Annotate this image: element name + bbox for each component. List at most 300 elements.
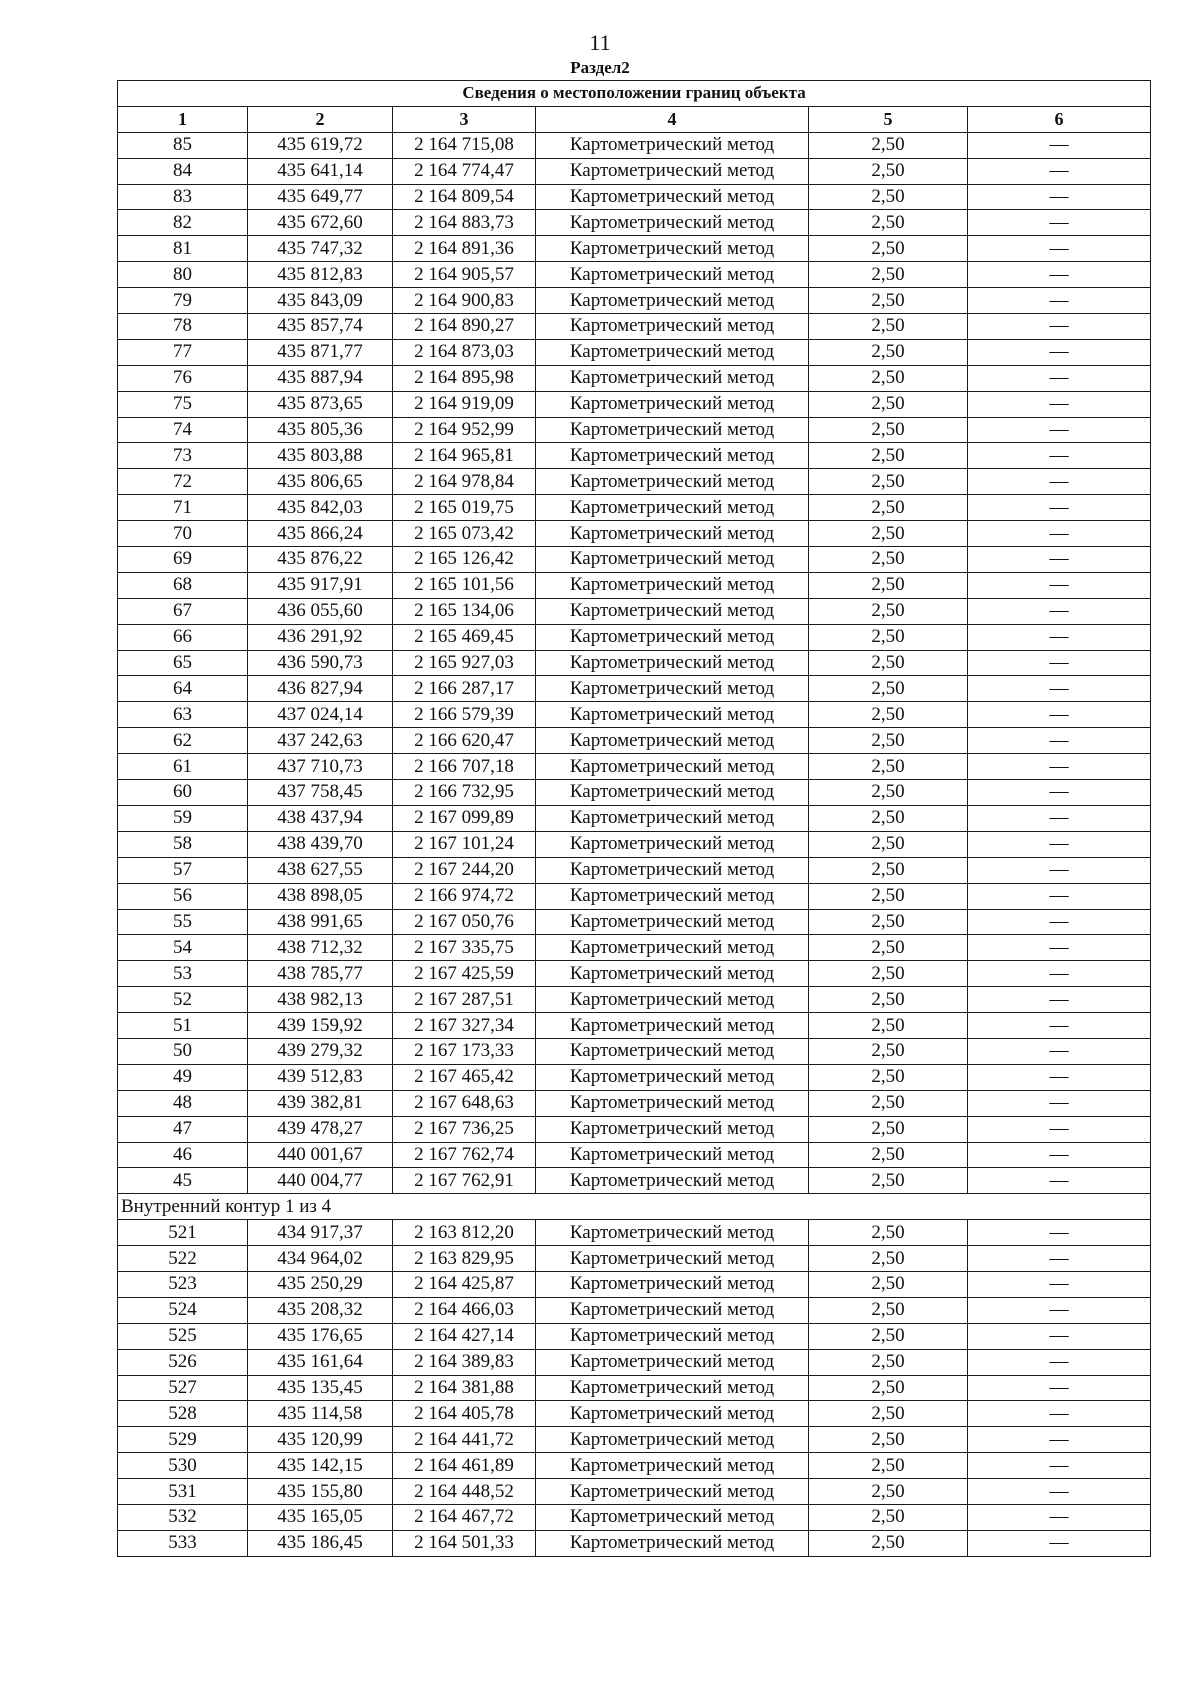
method-cell: Картометрический метод	[536, 1013, 809, 1039]
precision-cell: 2,50	[809, 624, 968, 650]
method-cell: Картометрический метод	[536, 1453, 809, 1479]
y-coordinate-cell: 2 166 732,95	[393, 780, 536, 806]
table-row	[118, 909, 1151, 935]
x-coordinate-cell: 439 478,27	[248, 1116, 393, 1142]
x-coordinate-cell: 437 710,73	[248, 754, 393, 780]
method-cell: Картометрический метод	[536, 650, 809, 676]
x-coordinate-cell: 438 991,65	[248, 909, 393, 935]
note-cell: —	[968, 805, 1151, 831]
table-row	[118, 702, 1151, 728]
column-header-row	[118, 106, 1151, 132]
y-coordinate-cell: 2 167 762,74	[393, 1142, 536, 1168]
point-number-cell: 63	[118, 702, 248, 728]
note-cell: —	[968, 1090, 1151, 1116]
method-cell: Картометрический метод	[536, 1142, 809, 1168]
x-coordinate-cell: 438 627,55	[248, 857, 393, 883]
precision-cell: 2,50	[809, 1530, 968, 1556]
note-cell: —	[968, 702, 1151, 728]
method-cell: Картометрический метод	[536, 935, 809, 961]
note-cell: —	[968, 961, 1151, 987]
y-coordinate-cell: 2 167 287,51	[393, 987, 536, 1013]
method-cell: Картометрический метод	[536, 857, 809, 883]
method-cell: Картометрический метод	[536, 598, 809, 624]
method-cell: Картометрический метод	[536, 1297, 809, 1323]
point-number-cell: 68	[118, 572, 248, 598]
point-number-cell: 84	[118, 158, 248, 184]
x-coordinate-cell: 435 805,36	[248, 417, 393, 443]
note-cell: —	[968, 365, 1151, 391]
note-cell: —	[968, 1504, 1151, 1530]
method-cell: Картометрический метод	[536, 624, 809, 650]
note-cell: —	[968, 443, 1151, 469]
precision-cell: 2,50	[809, 417, 968, 443]
precision-cell: 2,50	[809, 236, 968, 262]
method-cell: Картометрический метод	[536, 1323, 809, 1349]
y-coordinate-cell: 2 163 812,20	[393, 1220, 536, 1246]
point-number-cell: 75	[118, 391, 248, 417]
x-coordinate-cell: 435 142,15	[248, 1453, 393, 1479]
method-cell: Картометрический метод	[536, 831, 809, 857]
point-number-cell: 46	[118, 1142, 248, 1168]
precision-cell: 2,50	[809, 805, 968, 831]
point-number-cell: 51	[118, 1013, 248, 1039]
x-coordinate-cell: 435 250,29	[248, 1271, 393, 1297]
x-coordinate-cell: 438 982,13	[248, 987, 393, 1013]
note-cell: —	[968, 1375, 1151, 1401]
y-coordinate-cell: 2 163 829,95	[393, 1246, 536, 1272]
x-coordinate-cell: 440 001,67	[248, 1142, 393, 1168]
x-coordinate-cell: 438 439,70	[248, 831, 393, 857]
method-cell: Картометрический метод	[536, 391, 809, 417]
precision-cell: 2,50	[809, 598, 968, 624]
note-cell: —	[968, 521, 1151, 547]
x-coordinate-cell: 439 159,92	[248, 1013, 393, 1039]
x-coordinate-cell: 437 024,14	[248, 702, 393, 728]
x-coordinate-cell: 435 672,60	[248, 210, 393, 236]
column-header: 6	[968, 106, 1151, 132]
method-cell: Картометрический метод	[536, 728, 809, 754]
note-cell: —	[968, 598, 1151, 624]
x-coordinate-cell: 435 135,45	[248, 1375, 393, 1401]
note-cell: —	[968, 624, 1151, 650]
table-row	[118, 1453, 1151, 1479]
method-cell: Картометрический метод	[536, 780, 809, 806]
precision-cell: 2,50	[809, 1375, 968, 1401]
note-cell: —	[968, 1116, 1151, 1142]
column-header: 1	[118, 106, 248, 132]
precision-cell: 2,50	[809, 339, 968, 365]
table-row	[118, 443, 1151, 469]
note-cell: —	[968, 650, 1151, 676]
note-cell: —	[968, 1479, 1151, 1505]
point-number-cell: 55	[118, 909, 248, 935]
precision-cell: 2,50	[809, 1220, 968, 1246]
note-cell: —	[968, 1271, 1151, 1297]
point-number-cell: 523	[118, 1271, 248, 1297]
table-row	[118, 1504, 1151, 1530]
y-coordinate-cell: 2 164 448,52	[393, 1479, 536, 1505]
y-coordinate-cell: 2 166 620,47	[393, 728, 536, 754]
point-number-cell: 72	[118, 469, 248, 495]
x-coordinate-cell: 439 279,32	[248, 1038, 393, 1064]
table-row	[118, 495, 1151, 521]
method-cell: Картометрический метод	[536, 987, 809, 1013]
point-number-cell: 528	[118, 1401, 248, 1427]
y-coordinate-cell: 2 164 774,47	[393, 158, 536, 184]
note-cell: —	[968, 728, 1151, 754]
precision-cell: 2,50	[809, 987, 968, 1013]
y-coordinate-cell: 2 164 389,83	[393, 1349, 536, 1375]
table-row	[118, 831, 1151, 857]
precision-cell: 2,50	[809, 572, 968, 598]
method-cell: Картометрический метод	[536, 314, 809, 340]
method-cell: Картометрический метод	[536, 961, 809, 987]
method-cell: Картометрический метод	[536, 883, 809, 909]
x-coordinate-cell: 436 291,92	[248, 624, 393, 650]
point-number-cell: 50	[118, 1038, 248, 1064]
table-row	[118, 521, 1151, 547]
precision-cell: 2,50	[809, 1142, 968, 1168]
x-coordinate-cell: 435 161,64	[248, 1349, 393, 1375]
x-coordinate-cell: 435 186,45	[248, 1530, 393, 1556]
method-cell: Картометрический метод	[536, 572, 809, 598]
method-cell: Картометрический метод	[536, 1427, 809, 1453]
precision-cell: 2,50	[809, 883, 968, 909]
table-row	[118, 935, 1151, 961]
table-caption-row	[118, 81, 1151, 107]
method-cell: Картометрический метод	[536, 1038, 809, 1064]
precision-cell: 2,50	[809, 754, 968, 780]
precision-cell: 2,50	[809, 210, 968, 236]
precision-cell: 2,50	[809, 909, 968, 935]
precision-cell: 2,50	[809, 1349, 968, 1375]
precision-cell: 2,50	[809, 857, 968, 883]
table-row	[118, 365, 1151, 391]
note-cell: —	[968, 676, 1151, 702]
table-row	[118, 210, 1151, 236]
table-row	[118, 650, 1151, 676]
table-row	[118, 262, 1151, 288]
x-coordinate-cell: 438 785,77	[248, 961, 393, 987]
point-number-cell: 78	[118, 314, 248, 340]
y-coordinate-cell: 2 165 469,45	[393, 624, 536, 650]
precision-cell: 2,50	[809, 676, 968, 702]
method-cell: Картометрический метод	[536, 547, 809, 573]
precision-cell: 2,50	[809, 132, 968, 158]
note-cell: —	[968, 1220, 1151, 1246]
section-title: Раздел2	[570, 58, 630, 77]
table-row	[118, 1297, 1151, 1323]
x-coordinate-cell: 435 917,91	[248, 572, 393, 598]
point-number-cell: 82	[118, 210, 248, 236]
x-coordinate-cell: 439 382,81	[248, 1090, 393, 1116]
y-coordinate-cell: 2 164 381,88	[393, 1375, 536, 1401]
x-coordinate-cell: 434 964,02	[248, 1246, 393, 1272]
x-coordinate-cell: 434 917,37	[248, 1220, 393, 1246]
method-cell: Картометрический метод	[536, 262, 809, 288]
precision-cell: 2,50	[809, 728, 968, 754]
x-coordinate-cell: 438 898,05	[248, 883, 393, 909]
table-row	[118, 339, 1151, 365]
precision-cell: 2,50	[809, 1090, 968, 1116]
y-coordinate-cell: 2 164 715,08	[393, 132, 536, 158]
precision-cell: 2,50	[809, 365, 968, 391]
outer-contour-rows	[118, 132, 1151, 1194]
note-cell: —	[968, 1142, 1151, 1168]
precision-cell: 2,50	[809, 1271, 968, 1297]
table-row	[118, 1349, 1151, 1375]
note-cell: —	[968, 417, 1151, 443]
method-cell: Картометрический метод	[536, 1168, 809, 1194]
precision-cell: 2,50	[809, 1168, 968, 1194]
precision-cell: 2,50	[809, 184, 968, 210]
table-row	[118, 1530, 1151, 1556]
method-cell: Картометрический метод	[536, 1401, 809, 1427]
y-coordinate-cell: 2 166 974,72	[393, 883, 536, 909]
y-coordinate-cell: 2 167 050,76	[393, 909, 536, 935]
y-coordinate-cell: 2 167 099,89	[393, 805, 536, 831]
y-coordinate-cell: 2 164 883,73	[393, 210, 536, 236]
y-coordinate-cell: 2 167 425,59	[393, 961, 536, 987]
x-coordinate-cell: 435 165,05	[248, 1504, 393, 1530]
method-cell: Картометрический метод	[536, 210, 809, 236]
x-coordinate-cell: 438 712,32	[248, 935, 393, 961]
note-cell: —	[968, 1064, 1151, 1090]
table-row	[118, 1116, 1151, 1142]
x-coordinate-cell: 435 641,14	[248, 158, 393, 184]
note-cell: —	[968, 883, 1151, 909]
point-number-cell: 57	[118, 857, 248, 883]
note-cell: —	[968, 1453, 1151, 1479]
table-row	[118, 391, 1151, 417]
precision-cell: 2,50	[809, 1427, 968, 1453]
precision-cell: 2,50	[809, 262, 968, 288]
method-cell: Картометрический метод	[536, 1375, 809, 1401]
y-coordinate-cell: 2 167 465,42	[393, 1064, 536, 1090]
precision-cell: 2,50	[809, 547, 968, 573]
point-number-cell: 71	[118, 495, 248, 521]
precision-cell: 2,50	[809, 1453, 968, 1479]
note-cell: —	[968, 288, 1151, 314]
point-number-cell: 522	[118, 1246, 248, 1272]
inner-contour-label: Внутренний контур 1 из 4	[118, 1194, 1151, 1220]
x-coordinate-cell: 435 812,83	[248, 262, 393, 288]
table-row	[118, 417, 1151, 443]
table-row	[118, 1064, 1151, 1090]
method-cell: Картометрический метод	[536, 1349, 809, 1375]
point-number-cell: 47	[118, 1116, 248, 1142]
method-cell: Картометрический метод	[536, 158, 809, 184]
column-header: 4	[536, 106, 809, 132]
point-number-cell: 61	[118, 754, 248, 780]
y-coordinate-cell: 2 164 466,03	[393, 1297, 536, 1323]
y-coordinate-cell: 2 164 441,72	[393, 1427, 536, 1453]
point-number-cell: 529	[118, 1427, 248, 1453]
point-number-cell: 533	[118, 1530, 248, 1556]
method-cell: Картометрический метод	[536, 1064, 809, 1090]
x-coordinate-cell: 435 155,80	[248, 1479, 393, 1505]
method-cell: Картометрический метод	[536, 1479, 809, 1505]
y-coordinate-cell: 2 164 905,57	[393, 262, 536, 288]
y-coordinate-cell: 2 166 707,18	[393, 754, 536, 780]
note-cell: —	[968, 857, 1151, 883]
table-row	[118, 1479, 1151, 1505]
table-row	[118, 1220, 1151, 1246]
note-cell: —	[968, 1349, 1151, 1375]
table-row	[118, 1013, 1151, 1039]
table-row	[118, 1427, 1151, 1453]
table-row	[118, 547, 1151, 573]
y-coordinate-cell: 2 164 965,81	[393, 443, 536, 469]
method-cell: Картометрический метод	[536, 1220, 809, 1246]
note-cell: —	[968, 935, 1151, 961]
method-cell: Картометрический метод	[536, 1530, 809, 1556]
y-coordinate-cell: 2 164 461,89	[393, 1453, 536, 1479]
precision-cell: 2,50	[809, 831, 968, 857]
method-cell: Картометрический метод	[536, 1246, 809, 1272]
precision-cell: 2,50	[809, 650, 968, 676]
y-coordinate-cell: 2 167 335,75	[393, 935, 536, 961]
precision-cell: 2,50	[809, 314, 968, 340]
method-cell: Картометрический метод	[536, 417, 809, 443]
point-number-cell: 77	[118, 339, 248, 365]
point-number-cell: 58	[118, 831, 248, 857]
method-cell: Картометрический метод	[536, 495, 809, 521]
method-cell: Картометрический метод	[536, 443, 809, 469]
column-header: 2	[248, 106, 393, 132]
note-cell: —	[968, 262, 1151, 288]
y-coordinate-cell: 2 167 327,34	[393, 1013, 536, 1039]
table-row	[118, 469, 1151, 495]
x-coordinate-cell: 435 649,77	[248, 184, 393, 210]
table-row	[118, 1038, 1151, 1064]
point-number-cell: 62	[118, 728, 248, 754]
note-cell: —	[968, 1530, 1151, 1556]
table-row	[118, 754, 1151, 780]
point-number-cell: 80	[118, 262, 248, 288]
x-coordinate-cell: 437 758,45	[248, 780, 393, 806]
table-row	[118, 288, 1151, 314]
x-coordinate-cell: 436 055,60	[248, 598, 393, 624]
point-number-cell: 83	[118, 184, 248, 210]
x-coordinate-cell: 435 866,24	[248, 521, 393, 547]
table-row	[118, 1375, 1151, 1401]
y-coordinate-cell: 2 166 579,39	[393, 702, 536, 728]
boundary-coordinates-table	[117, 80, 1151, 1557]
y-coordinate-cell: 2 164 952,99	[393, 417, 536, 443]
note-cell: —	[968, 547, 1151, 573]
y-coordinate-cell: 2 164 895,98	[393, 365, 536, 391]
point-number-cell: 85	[118, 132, 248, 158]
table-row	[118, 572, 1151, 598]
method-cell: Картометрический метод	[536, 236, 809, 262]
note-cell: —	[968, 1297, 1151, 1323]
note-cell: —	[968, 339, 1151, 365]
y-coordinate-cell: 2 164 501,33	[393, 1530, 536, 1556]
y-coordinate-cell: 2 164 978,84	[393, 469, 536, 495]
y-coordinate-cell: 2 164 919,09	[393, 391, 536, 417]
method-cell: Картометрический метод	[536, 1271, 809, 1297]
method-cell: Картометрический метод	[536, 184, 809, 210]
y-coordinate-cell: 2 164 809,54	[393, 184, 536, 210]
inner-contour-rows	[118, 1220, 1151, 1557]
method-cell: Картометрический метод	[536, 1116, 809, 1142]
point-number-cell: 65	[118, 650, 248, 676]
precision-cell: 2,50	[809, 935, 968, 961]
method-cell: Картометрический метод	[536, 702, 809, 728]
point-number-cell: 76	[118, 365, 248, 391]
method-cell: Картометрический метод	[536, 909, 809, 935]
point-number-cell: 74	[118, 417, 248, 443]
point-number-cell: 532	[118, 1504, 248, 1530]
note-cell: —	[968, 184, 1151, 210]
x-coordinate-cell: 435 120,99	[248, 1427, 393, 1453]
note-cell: —	[968, 1323, 1151, 1349]
x-coordinate-cell: 435 619,72	[248, 132, 393, 158]
precision-cell: 2,50	[809, 1116, 968, 1142]
page-number: 11	[589, 30, 611, 55]
precision-cell: 2,50	[809, 702, 968, 728]
x-coordinate-cell: 435 876,22	[248, 547, 393, 573]
precision-cell: 2,50	[809, 1038, 968, 1064]
precision-cell: 2,50	[809, 1401, 968, 1427]
note-cell: —	[968, 572, 1151, 598]
precision-cell: 2,50	[809, 521, 968, 547]
point-number-cell: 64	[118, 676, 248, 702]
point-number-cell: 525	[118, 1323, 248, 1349]
x-coordinate-cell: 435 843,09	[248, 288, 393, 314]
x-coordinate-cell: 440 004,77	[248, 1168, 393, 1194]
note-cell: —	[968, 1401, 1151, 1427]
x-coordinate-cell: 435 857,74	[248, 314, 393, 340]
point-number-cell: 73	[118, 443, 248, 469]
x-coordinate-cell: 435 842,03	[248, 495, 393, 521]
y-coordinate-cell: 2 164 467,72	[393, 1504, 536, 1530]
precision-cell: 2,50	[809, 495, 968, 521]
x-coordinate-cell: 439 512,83	[248, 1064, 393, 1090]
table-row	[118, 857, 1151, 883]
note-cell: —	[968, 1013, 1151, 1039]
point-number-cell: 526	[118, 1349, 248, 1375]
point-number-cell: 81	[118, 236, 248, 262]
point-number-cell: 527	[118, 1375, 248, 1401]
precision-cell: 2,50	[809, 1479, 968, 1505]
method-cell: Картометрический метод	[536, 288, 809, 314]
table-row	[118, 1246, 1151, 1272]
table-caption: Сведения о местоположении границ объекта	[118, 81, 1151, 107]
table-row	[118, 987, 1151, 1013]
method-cell: Картометрический метод	[536, 365, 809, 391]
x-coordinate-cell: 435 176,65	[248, 1323, 393, 1349]
y-coordinate-cell: 2 164 891,36	[393, 236, 536, 262]
x-coordinate-cell: 435 873,65	[248, 391, 393, 417]
y-coordinate-cell: 2 167 762,91	[393, 1168, 536, 1194]
table-row	[118, 624, 1151, 650]
y-coordinate-cell: 2 164 427,14	[393, 1323, 536, 1349]
table-row	[118, 676, 1151, 702]
table-row	[118, 598, 1151, 624]
note-cell: —	[968, 391, 1151, 417]
point-number-cell: 521	[118, 1220, 248, 1246]
point-number-cell: 70	[118, 521, 248, 547]
y-coordinate-cell: 2 165 101,56	[393, 572, 536, 598]
y-coordinate-cell: 2 167 101,24	[393, 831, 536, 857]
note-cell: —	[968, 158, 1151, 184]
point-number-cell: 56	[118, 883, 248, 909]
column-header: 3	[393, 106, 536, 132]
y-coordinate-cell: 2 165 126,42	[393, 547, 536, 573]
table-row	[118, 1090, 1151, 1116]
